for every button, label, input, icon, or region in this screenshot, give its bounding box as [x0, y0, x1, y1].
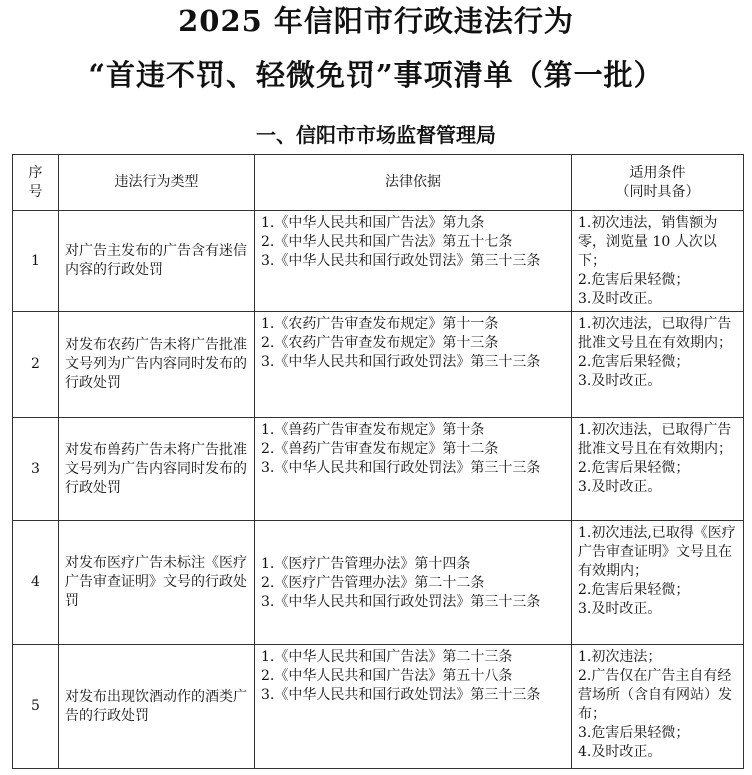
legal-basis: [255, 211, 572, 312]
section-title: 一、信阳市市场监督管理局: [256, 123, 496, 147]
condition-item: 3.及时改正。: [578, 479, 662, 495]
header-basis: 法律依据: [255, 155, 572, 211]
condition-item: 2.危害后果轻微；: [578, 460, 690, 476]
conditions: [572, 521, 744, 645]
header-type: 违法行为类型: [59, 155, 255, 211]
conditions: [572, 418, 744, 521]
row-number: 3: [13, 418, 59, 521]
condition-item: 2.危害后果轻微；: [578, 354, 690, 370]
violation-type: 对发布兽药广告未将广告批准文号列为广告内容同时发布的行政处罚: [59, 418, 255, 521]
condition-item: 4.及时改正。: [578, 744, 662, 760]
basis-item: 1.《中华人民共和国广告法》第九条: [261, 215, 485, 231]
violation-type: 对发布医疗广告未标注《医疗广告审查证明》文号的行政处罚: [59, 521, 255, 645]
basis-item: 1.《医疗广告管理办法》第十四条: [261, 555, 471, 572]
row-number: 4: [13, 521, 59, 645]
row-number: 5: [13, 645, 59, 769]
table-header-row: [13, 155, 744, 211]
condition-item: 3.危害后果轻微；: [578, 725, 690, 741]
condition-item: 1.初次违法，销售额为零，浏览量 10 人次以下；: [578, 215, 718, 269]
header-cond-line1: 适用条件: [629, 164, 686, 181]
basis-item: 2.《医疗广告管理办法》第二十二条: [261, 574, 485, 591]
condition-item: 1.初次违法；: [578, 649, 662, 665]
basis-item: 3.《中华人民共和国行政处罚法》第三十三条: [261, 253, 541, 269]
basis-item: 1.《中华人民共和国广告法》第二十三条: [261, 649, 513, 665]
condition-item: 2.危害后果轻微；: [578, 272, 690, 288]
matters-table: [12, 154, 744, 769]
legal-basis: [255, 312, 572, 418]
header-conditions: [572, 155, 744, 211]
condition-item: 2.危害后果轻微；: [578, 582, 690, 598]
basis-item: 3.《中华人民共和国行政处罚法》第三十三条: [261, 354, 541, 370]
basis-item: 1.《农药广告审查发布规定》第十一条: [261, 316, 499, 332]
violation-type: 对发布农药广告未将广告批准文号列为广告内容同时发布的行政处罚: [59, 312, 255, 418]
basis-item: 3.《中华人民共和国行政处罚法》第三十三条: [261, 593, 541, 610]
basis-item: 3.《中华人民共和国行政处罚法》第三十三条: [261, 460, 541, 476]
table-row: [13, 312, 744, 418]
condition-item: 2.广告仅在广告主自有经营场所（含自有网站）发布；: [578, 668, 732, 722]
conditions: [572, 645, 744, 769]
conditions: [572, 211, 744, 312]
table-row: [13, 521, 744, 645]
legal-basis: [255, 418, 572, 521]
basis-item: 1.《兽药广告审查发布规定》第十条: [261, 422, 485, 438]
condition-item: 3.及时改正。: [578, 373, 662, 389]
condition-item: 1.初次违法，已取得广告批准文号且在有效期内；: [578, 422, 732, 457]
legal-basis: [255, 645, 572, 769]
legal-basis: [255, 521, 572, 645]
header-cond-line2: （同时具备）: [615, 183, 700, 200]
basis-item: 2.《中华人民共和国广告法》第五十八条: [261, 668, 513, 684]
basis-item: 2.《兽药广告审查发布规定》第十二条: [261, 441, 499, 457]
document-title-line2: “首违不罚、轻微免罚”事项清单（第一批）: [88, 58, 664, 92]
table-row: [13, 418, 744, 521]
row-number: 1: [13, 211, 59, 312]
table-row: [13, 645, 744, 769]
header-no-line1: 序: [28, 164, 43, 181]
header-no: [13, 155, 59, 211]
condition-item: 3.及时改正。: [578, 291, 662, 307]
table-row: [13, 211, 744, 312]
basis-item: 2.《中华人民共和国广告法》第五十七条: [261, 234, 513, 250]
basis-item: 2.《农药广告审查发布规定》第十三条: [261, 335, 499, 351]
violation-type: 对广告主发布的广告含有迷信内容的行政处罚: [59, 211, 255, 312]
condition-item: 1.初次违法,已取得《医疗广告审查证明》文号且在有效期内；: [578, 525, 736, 579]
row-number: 2: [13, 312, 59, 418]
conditions: [572, 312, 744, 418]
header-no-line2: 号: [28, 183, 43, 200]
violation-type: 对发布出现饮酒动作的酒类广告的行政处罚: [59, 645, 255, 769]
condition-item: 3.及时改正。: [578, 601, 662, 617]
document-title-line1: 2025 年信阳市行政违法行为: [178, 4, 574, 38]
basis-item: 3.《中华人民共和国行政处罚法》第三十三条: [261, 687, 541, 703]
condition-item: 1.初次违法，已取得广告批准文号且在有效期内；: [578, 316, 732, 351]
